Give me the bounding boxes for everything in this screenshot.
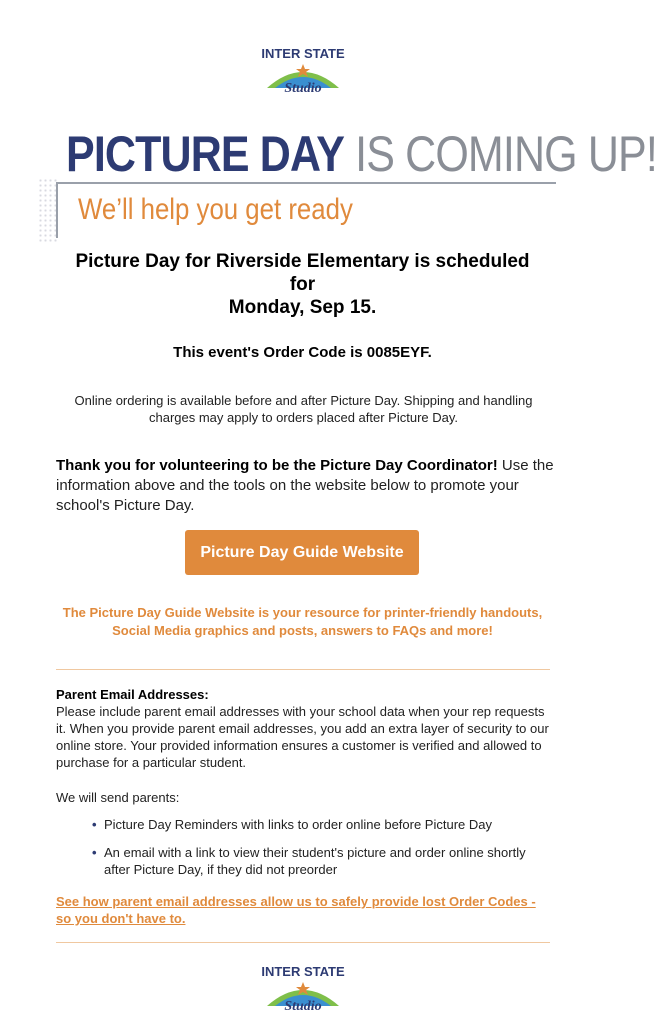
coordinator-thanks-bold: Thank you for volunteering to be the Picture Day Coordinator! [56, 457, 498, 474]
send-parents-intro: We will send parents: [56, 790, 180, 805]
coordinator-thanks-rest: Use the information above and the tools on the website below to promote your school's Picture Day. [56, 457, 554, 514]
svg-text:INTER STATE: INTER STATE [260, 964, 345, 979]
headline-line-2: for [289, 274, 316, 295]
order-code-text: This event's Order Code is 0085EYF. [173, 344, 432, 361]
banner-title-light: IS COMING UP! [344, 126, 657, 182]
interstate-studio-logo-bottom[interactable] [0, 954, 605, 1016]
section-divider-top [56, 669, 550, 670]
banner-subtitle: We’ll help you get ready [78, 193, 353, 226]
coordinator-thanks [56, 456, 556, 516]
interstate-studio-logo-icon [257, 954, 349, 1016]
svg-text:INTER STATE: INTER STATE [260, 46, 345, 61]
parent-email-list [92, 816, 547, 889]
picture-day-headline [40, 250, 565, 319]
section-divider-bottom [56, 942, 550, 943]
banner-title [66, 124, 657, 184]
banner-divider-vertical [56, 182, 58, 238]
online-ordering-note: Online ordering is available before and after Picture Day. Shipping and handling charges may apply to orders placed after Picture Day. [74, 393, 533, 425]
list-item: • Picture Day Reminders with links to order online before Picture Day [92, 816, 547, 833]
parent-email-section [56, 686, 552, 771]
interstate-studio-logo-icon [257, 36, 349, 98]
banner-divider [56, 182, 556, 184]
lost-order-codes-link[interactable]: See how parent email addresses allow us to safely provide lost Order Codes - so you don't have to. [56, 894, 536, 926]
parent-email-body: Please include parent email addresses with your school data when your rep requests it. When you provide parent email addresses, you add an extra layer of security to our online store. Your provided information ensures a customer is verified and allowed to purchase for a particular student. [56, 704, 549, 770]
headline-line-3: Monday, Sep 15. [228, 297, 377, 318]
banner-dot-texture [38, 178, 58, 244]
svg-text:Studio: Studio [283, 81, 322, 96]
interstate-studio-logo-top[interactable] [0, 36, 605, 98]
parent-email-title: Parent Email Addresses: [56, 687, 209, 702]
picture-day-banner [38, 118, 657, 246]
banner-title-strong: PICTURE DAY [66, 126, 345, 182]
headline-line-1: Picture Day for Riverside Elementary is scheduled [75, 251, 530, 272]
list-item: • An email with a link to view their student's picture and order online shortly after Picture Day, if they did not preorder [92, 844, 547, 878]
svg-text:Studio: Studio [283, 999, 322, 1014]
guide-website-description: The Picture Day Guide Website is your resource for printer-friendly handouts, Social Media graphics and posts, answers to FAQs and more! [62, 605, 543, 638]
picture-day-guide-website-button[interactable]: Picture Day Guide Website [185, 530, 419, 575]
